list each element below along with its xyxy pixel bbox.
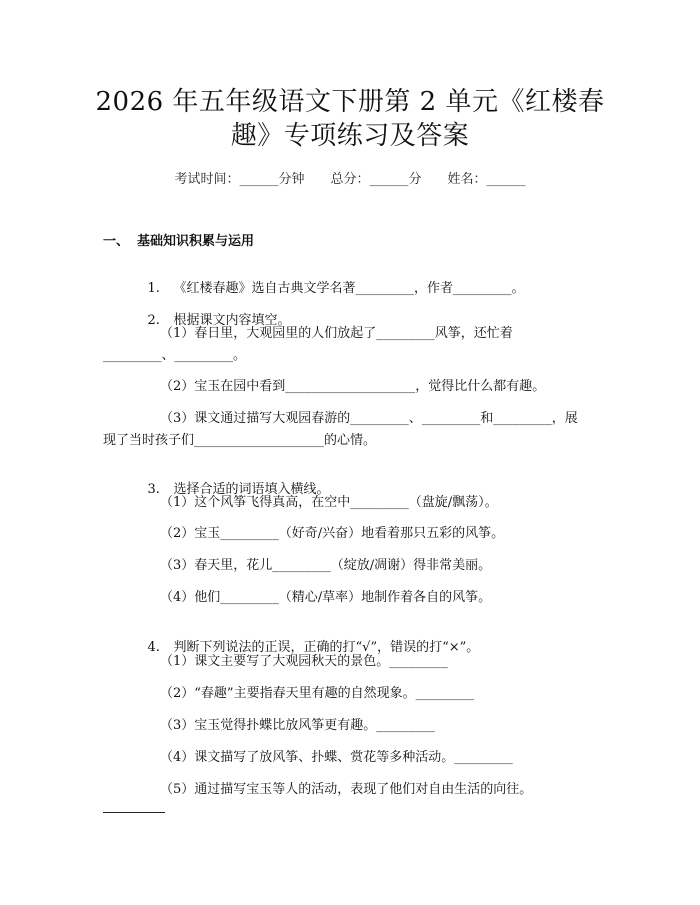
question-3-item-3: （3）春天里，花儿_________（绽放/凋谢）得非常美丽。 (160, 558, 492, 573)
question-2-item-2: （2）宝玉在园中看到____________________，觉得比什么都有趣。 (160, 379, 546, 394)
question-4-item-1: （1）课文主要写了大观园秋天的景色。_________ (160, 654, 448, 669)
question-number: 3. (147, 482, 160, 497)
question-2-item-3-cont: 现了当时孩子们____________________的心情。 (103, 433, 377, 448)
question-2-item-1: （1）春日里，大观园里的人们放起了_________风筝，还忙着 (160, 326, 513, 341)
question-2-item-1-cont: _________、_________。 (103, 348, 247, 363)
question-text: 《红楼春趣》选自古典文学名著_________，作者_________。 (173, 281, 525, 296)
question-3-item-4: （4）他们_________（精心/草率）地制作着各自的风筝。 (160, 590, 492, 605)
question-text: 判断下列说法的正误，正确的打“√”，错误的打“×”。 (173, 640, 480, 655)
exam-meta-line: 考试时间：______分钟 总分：______分 姓名：______ (174, 172, 526, 187)
question-4-item-2: （2）“春趣”主要指春天里有趣的自然现象。_________ (160, 686, 475, 701)
page-title-line-1: 2026 年五年级语文下册第 2 单元《红楼春 (95, 87, 605, 117)
question-4-item-4: （4）课文描写了放风筝、扑蝶、赏花等多种活动。_________ (160, 750, 513, 765)
section-heading (103, 230, 254, 249)
answer-blank-line (103, 812, 165, 813)
question-3-item-1: （1）这个风筝飞得真高，在空中_________（盘旋/飘荡）。 (160, 495, 498, 510)
section-label: 基础知识积累与运用 (137, 234, 255, 249)
question-number: 4. (147, 640, 160, 655)
question-3-item-2: （2）宝玉_________（好奇/兴奋）地看着那只五彩的风筝。 (160, 526, 505, 541)
question-text: 根据课文内容填空。 (173, 313, 291, 328)
question-2-item-3: （3）课文通过描写大观园春游的_________、_________和_________，展 (160, 411, 578, 426)
question-4-item-5: （5）通过描写宝玉等人的活动，表现了他们对自由生活的向往。 (160, 782, 533, 797)
section-number: 一、 (103, 234, 130, 249)
page-title-line-2: 趣》专项练习及答案 (230, 121, 470, 151)
question-number: 1. (147, 281, 160, 296)
question-number: 2. (147, 313, 160, 328)
question-4-item-3: （3）宝玉觉得扑蝶比放风筝更有趣。_________ (160, 718, 435, 733)
question-text: 选择合适的词语填入横线。 (173, 482, 330, 497)
